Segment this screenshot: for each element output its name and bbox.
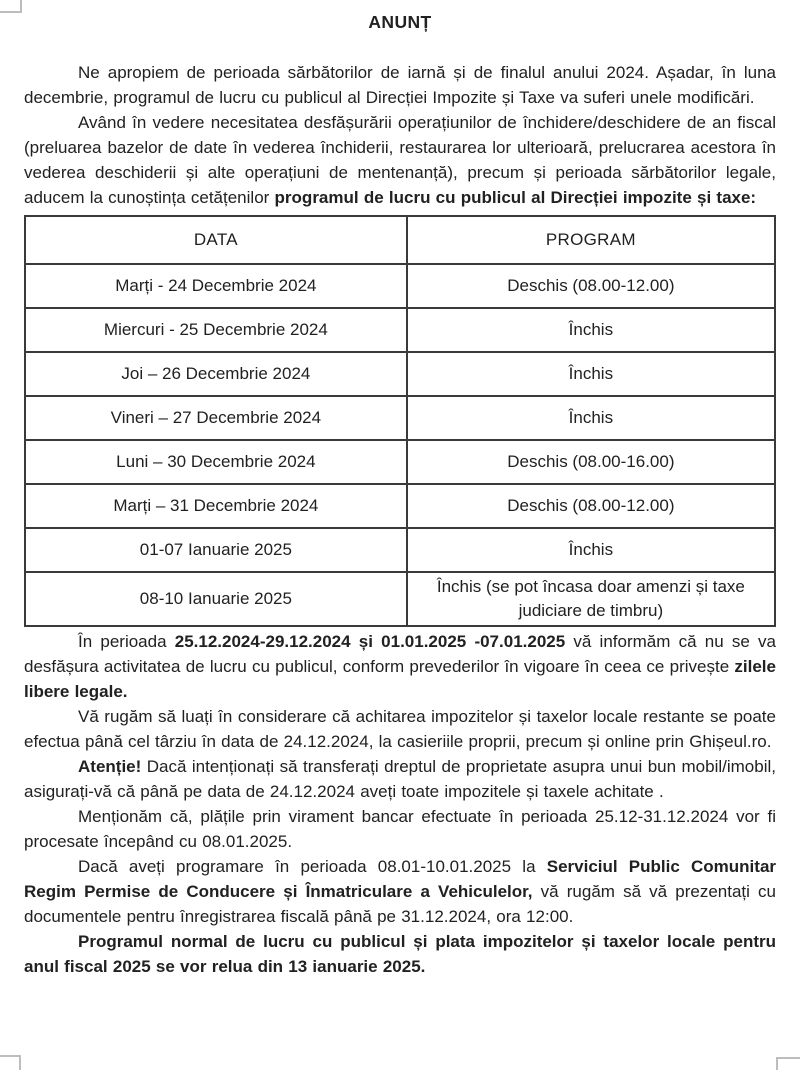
bold-text-segment: Programul normal de lucru cu publicul și plata impozitelor și taxelor locale pentru anul fiscal 2025 se vor relua din 13 ianuarie 2025. (24, 932, 776, 976)
paragraph (24, 704, 776, 754)
cell-date: Marți – 31 Decembrie 2024 (25, 484, 407, 528)
table-row (25, 264, 775, 308)
paragraph (24, 629, 776, 704)
text-segment: În perioada (78, 632, 175, 651)
cell-program: Închis (se pot încasa doar amenzi și taxe judiciare de timbru) (407, 572, 775, 626)
bold-text-segment: Serviciul Public Comunitar Regim Permise de Conducere și Înmatriculare a Vehiculelor, (24, 857, 777, 901)
cell-program: Deschis (08.00-16.00) (407, 440, 775, 484)
page-corner-mark-bottom-left (0, 1055, 21, 1070)
table-row (25, 484, 775, 528)
paragraph (24, 929, 776, 979)
bold-text-segment: 25.12.2024-29.12.2024 și 01.01.2025 -07.01.2025 (174, 632, 566, 651)
bold-text-segment: Atenție! (78, 757, 142, 776)
cell-date: Joi – 26 Decembrie 2024 (25, 352, 407, 396)
text-segment: Menționăm că, plățile prin virament bancar efectuate în perioada 25.12-31.12.2024 vor fi procesate începând cu 08.01.2025. (24, 807, 776, 851)
table-row (25, 572, 775, 626)
closing-paragraphs (24, 629, 776, 979)
cell-program: Deschis (08.00-12.00) (407, 484, 775, 528)
column-header-data: DATA (25, 216, 407, 264)
table-row (25, 528, 775, 572)
schedule-table-header (25, 216, 775, 264)
text-segment: vă informăm că nu se va desfășura activitatea de lucru cu publicul, conform prevederilor în vigoare în ceea ce privește (24, 632, 776, 676)
cell-program: Deschis (08.00-12.00) (407, 264, 775, 308)
table-row (25, 352, 775, 396)
text-segment: Ne apropiem de perioada sărbătorilor de iarnă și de finalul anului 2024. Așadar, în luna decembrie, programul de lucru cu publicul al Direcției Impozite și Taxe va suferi unele modificări. (24, 63, 776, 107)
cell-program: Închis (407, 308, 775, 352)
cell-date: Miercuri - 25 Decembrie 2024 (25, 308, 407, 352)
text-segment: Dacă aveți programare în perioada 08.01-10.01.2025 la (78, 857, 547, 876)
paragraph (24, 854, 776, 929)
paragraph (24, 110, 776, 210)
bold-text-segment: zilele libere legale. (24, 657, 776, 701)
text-segment: vă rugăm să vă prezentați cu documentele pentru înregistrarea fiscală până pe 31.12.2024, ora 12:00. (24, 882, 776, 926)
table-row (25, 440, 775, 484)
column-header-program: PROGRAM (407, 216, 775, 264)
cell-date: 08-10 Ianuarie 2025 (25, 572, 407, 626)
text-segment: Vă rugăm să luați în considerare că achitarea impozitelor și taxelor locale restante se poate efectua până cel târziu în data de 24.12.2024, la casieriile proprii, precum și online prin Ghișeul.ro. (24, 707, 776, 751)
announcement-title: ANUNȚ (368, 12, 432, 32)
cell-program: Închis (407, 396, 775, 440)
table-row (25, 308, 775, 352)
table-header-row (25, 216, 775, 264)
schedule-table-body (25, 264, 775, 626)
cell-program: Închis (407, 352, 775, 396)
cell-date: Marți - 24 Decembrie 2024 (25, 264, 407, 308)
page-corner-mark-bottom-right (776, 1057, 800, 1070)
bold-text-segment: programul de lucru cu publicul al Direcției impozite și taxe: (274, 188, 757, 207)
cell-program: Închis (407, 528, 775, 572)
paragraph (24, 754, 776, 804)
table-row (25, 396, 775, 440)
paragraph (24, 60, 776, 110)
cell-date: Luni – 30 Decembrie 2024 (25, 440, 407, 484)
paragraph (24, 804, 776, 854)
cell-date: Vineri – 27 Decembrie 2024 (25, 396, 407, 440)
text-segment: Având în vedere necesitatea desfășurării operațiunilor de închidere/deschidere de an fiscal (preluarea bazelor de date în vederea închiderii, restaurarea lor ulterioară, prelucrarea acestora în vederea deschiderii și alte operațiuni de mentenanță), precum și perioada sărbătorilor legale, aducem la cunoștința cetățenilor (24, 113, 776, 207)
schedule-table (24, 215, 776, 627)
page-corner-mark-top-left (0, 0, 22, 13)
intro-paragraphs (24, 60, 776, 210)
text-segment: Dacă intenționați să transferați dreptul de proprietate asupra unui bun mobil/imobil, asigurați-vă că până pe data de 24.12.2024 aveți toate impozitele și taxele achitate . (24, 757, 776, 801)
cell-date: 01-07 Ianuarie 2025 (25, 528, 407, 572)
